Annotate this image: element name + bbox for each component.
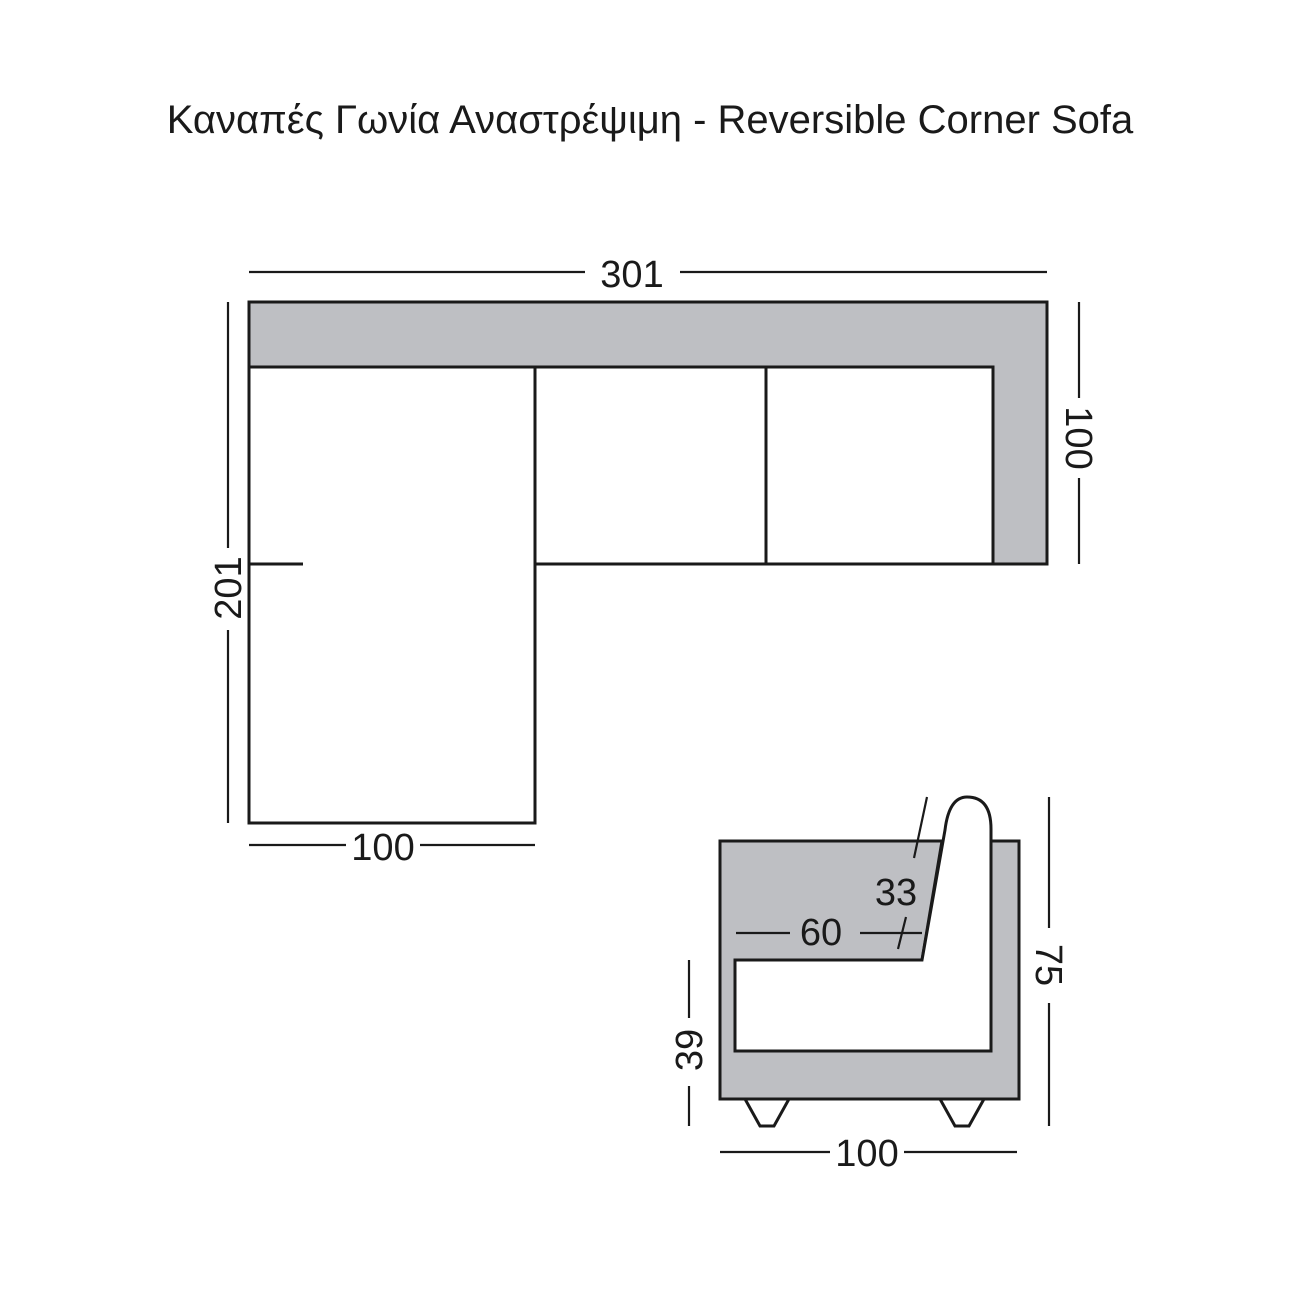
seat-cushion-middle bbox=[535, 367, 766, 564]
dimension-back-depth: 100 bbox=[1057, 406, 1099, 470]
diagram-title: Καναπές Γωνία Αναστρέψιμη - Reversible Corner Sofa bbox=[166, 98, 1134, 142]
dimension-chaise-width: 100 bbox=[351, 827, 415, 869]
side-view bbox=[669, 797, 1069, 1175]
left-leg bbox=[745, 1099, 789, 1126]
dimension-total-depth: 100 bbox=[835, 1133, 899, 1175]
dimension-overall-depth: 201 bbox=[208, 556, 250, 620]
dimension-seat-height: 39 bbox=[669, 1028, 711, 1072]
dimension-seat-depth: 60 bbox=[799, 912, 843, 954]
dimension-overall-width: 301 bbox=[600, 254, 664, 296]
seat-cushion-right bbox=[766, 367, 993, 564]
dimension-backrest-thickness: 33 bbox=[874, 872, 918, 914]
dimension-total-height: 75 bbox=[1027, 943, 1069, 987]
right-leg bbox=[940, 1099, 984, 1126]
top-view bbox=[208, 254, 1099, 869]
left-area-fill bbox=[251, 566, 303, 821]
